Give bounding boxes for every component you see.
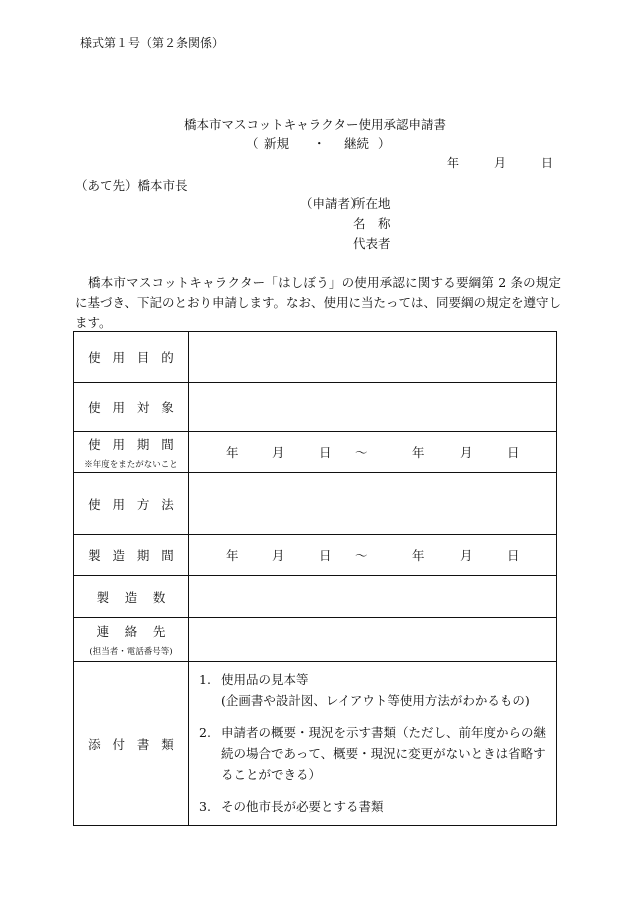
date-day-label: 日 bbox=[541, 156, 554, 170]
bracket-close: ） bbox=[378, 136, 391, 151]
applicant-prefix: （申請者） bbox=[300, 196, 363, 211]
period-end-month: 月 bbox=[460, 445, 473, 460]
field-contact[interactable] bbox=[189, 618, 557, 662]
period-start-day: 日 bbox=[319, 445, 332, 460]
period-tilde: ～ bbox=[355, 445, 368, 460]
applicant-address-label: 所在地 bbox=[353, 196, 391, 211]
type-continue-option[interactable]: 継続 bbox=[344, 136, 370, 151]
applicant-name-label: 名 称 bbox=[353, 216, 391, 231]
type-separator: ・ bbox=[313, 136, 326, 151]
label-method: 使用方法 bbox=[74, 473, 189, 535]
manufacture-tilde: ～ bbox=[355, 548, 368, 563]
application-form-table bbox=[73, 331, 557, 826]
field-quantity[interactable] bbox=[189, 576, 557, 618]
label-purpose: 使用目的 bbox=[74, 332, 189, 383]
attachments-list bbox=[189, 662, 557, 826]
field-period[interactable] bbox=[189, 432, 557, 473]
row-contact bbox=[74, 618, 557, 662]
manufacture-start-day: 日 bbox=[319, 548, 332, 563]
field-purpose[interactable] bbox=[189, 332, 557, 383]
row-target bbox=[74, 383, 557, 432]
period-end-year: 年 bbox=[412, 445, 425, 460]
label-manufacture-period: 製造期間 bbox=[74, 535, 189, 576]
period-note: ※年度をまたがないこと bbox=[84, 459, 178, 470]
row-attachments bbox=[74, 662, 557, 826]
label-quantity: 製造数 bbox=[74, 576, 189, 618]
addressee: （あて先）橋本市長 bbox=[75, 178, 188, 193]
contact-note: (担当者・電話番号等) bbox=[89, 647, 173, 657]
row-manufacture-period bbox=[74, 535, 557, 576]
form-number: 様式第１号（第２条関係） bbox=[80, 36, 225, 50]
period-end-day: 日 bbox=[507, 445, 520, 460]
row-purpose bbox=[74, 332, 557, 383]
period-start-year: 年 bbox=[226, 445, 239, 460]
type-new-option[interactable]: 新規 bbox=[264, 136, 290, 151]
manufacture-end-year: 年 bbox=[412, 548, 425, 563]
label-attachments: 添付書類 bbox=[74, 662, 189, 826]
field-method[interactable] bbox=[189, 473, 557, 535]
attachment-item: 1. 使用品の見本等 (企画書や設計図、レイアウト等使用方法がわかるもの) bbox=[199, 669, 548, 711]
manufacture-start-year: 年 bbox=[226, 548, 239, 563]
field-target[interactable] bbox=[189, 383, 557, 432]
attachment-item: 2. 申請者の概要・現況を示す書類（ただし、前年度からの継続の場合であって、概要・現況に変更がないときは省略することができる） bbox=[199, 725, 547, 782]
label-period: 使用期間 ※年度をまたがないこと bbox=[74, 432, 189, 473]
document-title: 橋本市マスコットキャラクター使用承認申請書 bbox=[183, 117, 446, 132]
attachment-item: 3. その他市長が必要とする書類 bbox=[199, 799, 384, 814]
manufacture-start-month: 月 bbox=[272, 548, 285, 563]
row-period bbox=[74, 432, 557, 473]
application-statement: 橋本市マスコットキャラクター「はしぼう」の使用承認に関する要綱第 2 条の規定に基づき、下記のとおり申請します。なお、使用に当たっては、同要綱の規定を遵守します。 bbox=[75, 275, 562, 330]
label-target: 使用対象 bbox=[74, 383, 189, 432]
period-start-month: 月 bbox=[272, 445, 285, 460]
row-quantity bbox=[74, 576, 557, 618]
date-month-label: 月 bbox=[494, 156, 507, 170]
bracket-open: （ bbox=[246, 136, 259, 151]
field-manufacture-period[interactable] bbox=[189, 535, 557, 576]
row-method bbox=[74, 473, 557, 535]
applicant-representative-label: 代表者 bbox=[353, 236, 391, 251]
manufacture-end-day: 日 bbox=[507, 548, 520, 563]
attachment-item-note: (企画書や設計図、レイアウト等使用方法がわかるもの) bbox=[221, 693, 530, 708]
date-year-label: 年 bbox=[447, 156, 460, 170]
manufacture-end-month: 月 bbox=[460, 548, 473, 563]
label-contact: 連絡先 (担当者・電話番号等) bbox=[74, 618, 189, 662]
